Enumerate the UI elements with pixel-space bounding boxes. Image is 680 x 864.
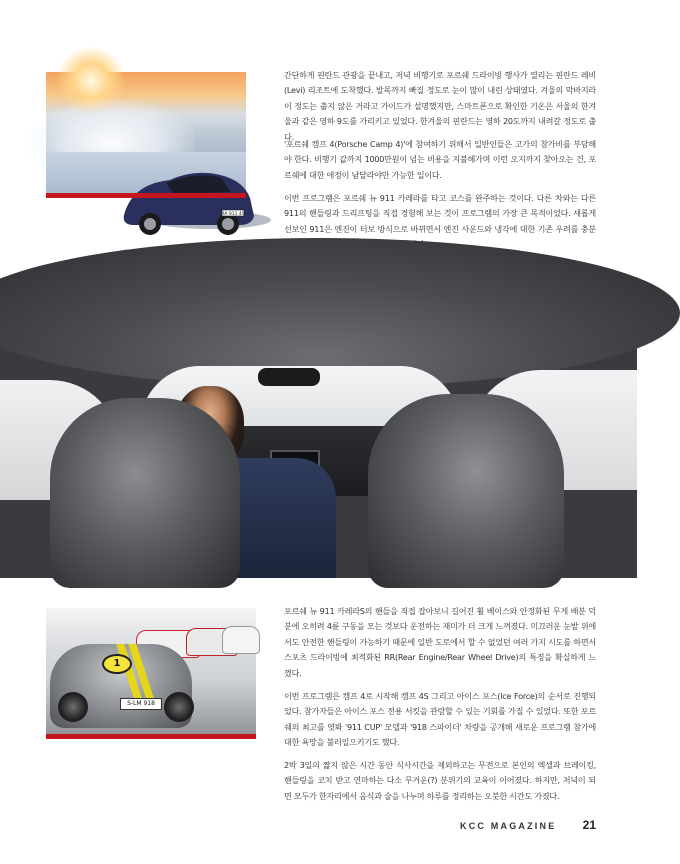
car-plate-text: S-LM 918 bbox=[127, 700, 155, 707]
rearview-mirror bbox=[258, 368, 320, 386]
porsche-918-photo bbox=[46, 608, 256, 739]
paragraph-camps: 이번 프로그램은 캠프 4로 시작해 캠프 4S 그리고 아이스 포스(Ice Force)의 순서로 진행되었다. 참가자들은 아이스 포스 전용 서킷을 관람할 수 있는 기회를 가질 수 있었다. 또한 포르쉐의 최고를 엿봐 '911 CUP' 모델과 '918 스파이더' 차량을 공개해 새로운 프로그램 참가에 대한 욕망을 불러일으키기도 했다. bbox=[284, 691, 596, 748]
front-wheel bbox=[58, 692, 88, 722]
rear-wheel bbox=[164, 692, 194, 722]
magazine-name: KCC MAGAZINE bbox=[460, 821, 557, 831]
porsche-drift-photo bbox=[46, 72, 246, 217]
right-seat bbox=[368, 394, 564, 588]
drift-plate-text: RA 911 4S bbox=[221, 212, 245, 217]
photo-accent-bar bbox=[46, 193, 246, 198]
page-number: 21 bbox=[582, 818, 596, 832]
paragraph-driving: 포르쉐 뉴 911 카레라S의 핸들을 직접 잡아보니 길어진 휠 베이스와 안정화된 무게 배분 덕분에 오히려 4륜 구동을 모는 것보다 운전하는 재미가 더 크게 느껴졌다. 미끄러운 눈밭 위에서도 안전한 핸들링이 가능하기 때문에 일반 도로에서 할 수 없었던 여러 가지 시도를 하면서 스포츠 드라이빙에 최적화된 RR(Rear Engine/Rear Wheel Drive)의 특징을 확실하게 느꼈다. bbox=[284, 606, 596, 678]
race-number: 1 bbox=[113, 658, 121, 669]
license-plate bbox=[120, 698, 162, 710]
left-seat bbox=[50, 398, 240, 588]
paragraph-program: 이번 프로그램은 포르쉐 뉴 911 카레라를 타고 코스를 완주하는 것이다. 다른 차와는 다른 911의 핸들링과 드리프팅을 직접 경험해 보는 것이 프로그램의 가장 큰 목적이었다. 새롭게 선보인 911은 엔진이 터보 방식으로 바뀌면서 엔진 사운드와 냉각에 대한 기존 우려를 충분 bbox=[284, 193, 596, 234]
paragraph-camp4: '포르쉐 캠프 4(Porsche Camp 4)'에 참여하기 위해서 일반인들은 고가의 참가비를 부담해야 한다. 비행기 값까지 1000만원이 넘는 비용을 지불해가며 이런 오지까지 찾아오는 건, 포르쉐에 대한 애정이 남달라야만 가능한 일이다. bbox=[284, 139, 596, 180]
photo-accent-bar bbox=[46, 734, 256, 739]
car-interior-photo bbox=[0, 298, 637, 578]
background-car bbox=[222, 626, 260, 654]
paragraph-intro: 간단하게 핀란드 관광을 끝내고, 저녁 비행기로 포르쉐 드라이빙 행사가 열리는 핀란드 레비(Levi) 리조트에 도착했다. 발목까지 빠질 정도로 눈이 많이 내린 상태였다. 겨울의 막바지라 이 정도는 춥지 않은 거라고 가이드가 설명했지만, 스마트폰으로 확인한 기온은 서울의 한겨울과 같은 영하 9도를 가리키고 있었다. 한겨울의 핀란드는 영하 20도까지 내려갈 정도로 춥다. bbox=[284, 70, 596, 142]
porsche-911-car-illustration bbox=[46, 72, 246, 217]
race-number-disc bbox=[102, 654, 132, 674]
paragraph-schedule: 2박 3일의 짧지 않은 시간 동안 식사시간을 제외하고는 무전으로 본인의 엑셀과 브레이킹, 핸들링을 코치 받고 연마하는 다소 무거운(?) 분위기의 교육이 이어졌다. 하지만, 저녁이 되면 모두가 한자리에서 음식과 술을 나누며 하루를 정리하는 오붓한 시간도 가졌다. bbox=[284, 760, 596, 801]
page-footer bbox=[460, 818, 600, 834]
